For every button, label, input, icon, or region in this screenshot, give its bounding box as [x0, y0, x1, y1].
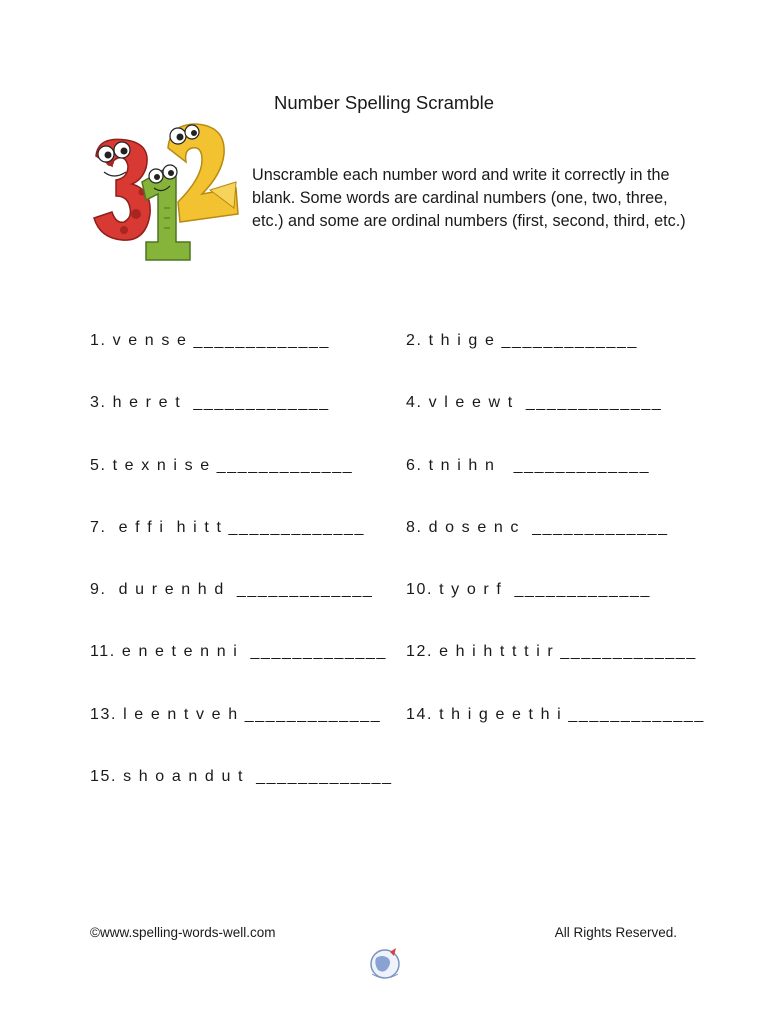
footer-website: ©www.spelling-words-well.com — [90, 925, 276, 940]
item-13: 13. l e e n t v e h _____________ — [90, 706, 382, 723]
item-8: 8. d o s e n c _____________ — [406, 519, 669, 536]
item-10: 10. t y o r f _____________ — [406, 581, 651, 598]
item-2: 2. t h i g e _____________ — [406, 332, 638, 349]
globe-logo-icon — [366, 944, 404, 984]
item-15: 15. s h o a n d u t _____________ — [90, 768, 393, 785]
yellow-two-character — [168, 124, 238, 222]
item-6: 6. t n i h n _____________ — [406, 457, 651, 474]
item-14: 14. t h i g e e t h i _____________ — [406, 706, 705, 723]
item-11: 11. e n e t e n n i _____________ — [90, 643, 387, 660]
item-7: 7. e f f i h i t t _____________ — [90, 519, 366, 536]
item-5: 5. t e x n i s e _____________ — [90, 457, 354, 474]
cartoon-numbers-illustration — [86, 118, 242, 266]
footer-rights: All Rights Reserved. — [554, 925, 677, 940]
item-3: 3. h e r e t _____________ — [90, 394, 330, 411]
item-4: 4. v l e e w t _____________ — [406, 394, 663, 411]
item-9: 9. d u r e n h d _____________ — [90, 581, 374, 598]
item-12: 12. e h i h t t t i r _____________ — [406, 643, 697, 660]
instructions-text: Unscramble each number word and write it correctly in the blank. Some words are cardinal numbers (one, two, three, etc.) and some are ordinal numbers (first, second, third, etc.) — [252, 166, 686, 230]
item-1: 1. v e n s e _____________ — [90, 332, 330, 349]
red-three-character — [94, 139, 150, 240]
page-title: Number Spelling Scramble — [273, 92, 495, 113]
